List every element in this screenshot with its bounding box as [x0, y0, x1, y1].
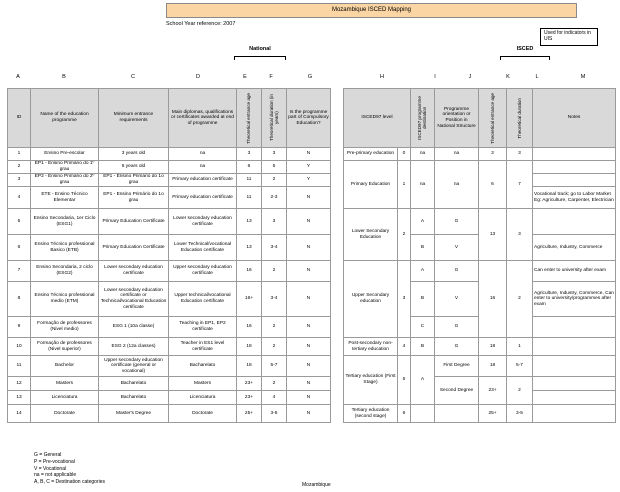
programme-name: Formação de professores (Nivel medio): [31, 317, 99, 338]
theoretical-age: 6: [237, 161, 262, 174]
legend-item: A, B, C = Destination categories: [34, 479, 106, 485]
compulsory-flag: N: [287, 377, 331, 391]
isced-destination: B: [411, 235, 435, 261]
entrance-requirement: 6 years old: [99, 161, 169, 174]
table-row: [8, 148, 331, 161]
theoretical-age: 18: [237, 338, 262, 356]
row-id: 1: [8, 148, 31, 161]
theoretical-age: 11: [237, 187, 262, 209]
isced-note: [533, 317, 616, 338]
header-compulsory: Is the programme part of Compulsory Education?: [287, 89, 331, 148]
isced-orientation: G: [435, 261, 479, 282]
header-programme-orientation: Programme orientation or Position in National Structure: [435, 89, 479, 148]
legend: [34, 452, 105, 486]
diploma: Lower Technical/vocational Education certificate: [169, 235, 237, 261]
isced-destination: B: [411, 338, 435, 356]
isced-level-4: 4: [398, 338, 411, 356]
row-id: 12: [8, 377, 31, 391]
isced-age: 25+: [479, 405, 507, 423]
isced-table: [343, 88, 616, 423]
isced-age: 6: [479, 161, 507, 209]
header-entrance-requirements: Minimum entrance requirements: [99, 89, 169, 148]
programme-name: Doctorate: [31, 405, 99, 423]
programme-name: Ensino Técnico professional Basico (ETB): [31, 235, 99, 261]
isced-orientation: na: [435, 148, 479, 161]
isced-destination: na: [411, 148, 435, 161]
table-row: [8, 161, 331, 174]
col-letter-l: L: [535, 74, 539, 80]
row-id: 14: [8, 405, 31, 423]
isced-note: [533, 148, 616, 161]
compulsory-flag: N: [287, 187, 331, 209]
legend-item: na = not applicable: [34, 472, 77, 479]
isced-duration: 2: [507, 377, 533, 405]
isced-tertiary-second: Tertiary education (second stage): [344, 405, 398, 423]
table-row: [8, 209, 331, 235]
theoretical-age: 11: [237, 174, 262, 187]
diploma: Upper secondary education certificate: [169, 261, 237, 282]
isced-note-agriculture: Agriculture, Industry, Commerce: [533, 235, 616, 261]
legend-item: P = Pre-vocational: [34, 458, 75, 465]
isced-brace: [500, 56, 550, 60]
isced-note: [533, 174, 616, 187]
header-theoretical-age: Theoretical entrance age: [246, 92, 252, 144]
diploma: Primary education certificate: [169, 174, 237, 187]
theoretical-duration: 4: [262, 391, 287, 405]
header-theoretical-duration-cell: [262, 89, 287, 148]
isced-note: [533, 377, 616, 391]
compulsory-flag: N: [287, 356, 331, 377]
isced-age: 18: [479, 338, 507, 356]
row-id: 5: [8, 209, 31, 235]
header-isced-age-cell: [479, 89, 507, 148]
theoretical-age: 23+: [237, 391, 262, 405]
legend-item: G = General: [34, 452, 62, 458]
table-row: [8, 174, 331, 187]
isced-duration: 3-5: [507, 405, 533, 423]
theoretical-duration: 3-4: [262, 282, 287, 317]
theoretical-duration: 2-3: [262, 187, 287, 209]
isced-lower-secondary: Lower Secondary Education: [344, 209, 398, 261]
header-programme-name: Name of the education programme: [31, 89, 99, 148]
table-row: [8, 282, 331, 317]
theoretical-age: 13: [237, 209, 262, 235]
isced-note: [533, 161, 616, 174]
theoretical-duration: 2: [262, 377, 287, 391]
col-letter-b: B: [62, 74, 66, 80]
theoretical-duration: 3-4: [262, 235, 287, 261]
isced-level-2: 2: [398, 209, 411, 261]
table-row: [8, 405, 331, 423]
page-title: Mozambique ISCED Mapping: [166, 3, 577, 18]
diploma: Doctorate: [169, 405, 237, 423]
diploma: Teaching in EP1, EP2 certificate: [169, 317, 237, 338]
col-letter-k: K: [506, 74, 510, 80]
national-group-label: National: [249, 46, 271, 52]
isced-orientation: G: [435, 338, 479, 356]
theoretical-age: 3: [237, 148, 262, 161]
entrance-requirement: EP1 - Ensino Primário do 1o grau: [99, 187, 169, 209]
diploma: Teacher in ES1 level certificate: [169, 338, 237, 356]
compulsory-flag: Y: [287, 174, 331, 187]
row-id: 3: [8, 174, 31, 187]
diploma: na: [169, 161, 237, 174]
isced-duration: 5-7: [507, 356, 533, 377]
header-isced-theoretical-duration: Theoretical duration: [516, 97, 522, 139]
programme-name: Formação de professores (Nivel superior): [31, 338, 99, 356]
isced-level-0: 0: [398, 148, 411, 161]
isced-destination: C: [411, 317, 435, 338]
isced-age: 13: [479, 209, 507, 261]
isced-age: 23+: [479, 377, 507, 405]
diploma: Primary education certificate: [169, 187, 237, 209]
row-id: 8: [8, 282, 31, 317]
isced-primary: Primary Education: [344, 161, 398, 209]
theoretical-age: 25+: [237, 405, 262, 423]
compulsory-flag: N: [287, 148, 331, 161]
programme-name: Ensino Secondaria, 2 ciclo (ESG2): [31, 261, 99, 282]
entrance-requirement: Bacharelato: [99, 391, 169, 405]
row-id: 7: [8, 261, 31, 282]
row-id: 2: [8, 161, 31, 174]
footer-country: Mozambique: [302, 482, 331, 488]
programme-name: EP1 - Ensino Primário do 1º grau: [31, 161, 99, 174]
isced-group-label: ISCED: [516, 46, 534, 52]
theoretical-age: 18: [237, 356, 262, 377]
isced-destination: A: [411, 261, 435, 282]
isced-upper-secondary: Upper Secondary education: [344, 261, 398, 338]
compulsory-flag: N: [287, 405, 331, 423]
table-row: [8, 261, 331, 282]
programme-name: ETE - Ensino Técnico Elementar: [31, 187, 99, 209]
isced-orientation: na: [435, 161, 479, 209]
isced-orientation: V: [435, 235, 479, 261]
isced-duration: 7: [507, 161, 533, 209]
theoretical-age: 16: [237, 261, 262, 282]
isced-destination: A: [411, 356, 435, 405]
theoretical-duration: 2: [262, 174, 287, 187]
isced-note-vocational-track: Vocational track; go to Labor Market Eg: Agriculture, Carpenter, Electrician: [533, 187, 616, 209]
entrance-requirement: Primary Education Certificate: [99, 209, 169, 235]
isced-note: [533, 338, 616, 356]
entrance-requirement: Primary Education Certificate: [99, 235, 169, 261]
isced-note: [533, 356, 616, 377]
theoretical-age: 16+: [237, 282, 262, 317]
programme-name: Ensino Secondaria, 1er Ciclo (ESG1): [31, 209, 99, 235]
theoretical-age: 13: [237, 235, 262, 261]
programme-name: EP2 - Ensino Primário do 2º grau: [31, 174, 99, 187]
table-row: [8, 338, 331, 356]
col-letter-f: F: [269, 74, 273, 80]
national-table: [7, 88, 331, 423]
isced-orientation: V: [435, 282, 479, 317]
compulsory-flag: N: [287, 391, 331, 405]
isced-tertiary-first: Tertiary education (First Stage): [344, 356, 398, 405]
theoretical-duration: 3-5: [262, 405, 287, 423]
compulsory-flag: N: [287, 261, 331, 282]
compulsory-flag: N: [287, 209, 331, 235]
national-brace: [234, 56, 286, 60]
isced-age: 16: [479, 261, 507, 338]
table-row: [8, 187, 331, 209]
isced-level-6: 6: [398, 405, 411, 423]
entrance-requirement: Lower secondary education certificate or Technical/vocational Education certificate: [99, 282, 169, 317]
theoretical-duration: 2: [262, 338, 287, 356]
col-letter-i: I: [434, 74, 436, 80]
theoretical-duration: 2: [262, 317, 287, 338]
header-isced-destination: ISCED97 programme destination: [417, 96, 428, 140]
programme-name: Licenciatura: [31, 391, 99, 405]
diploma: na: [169, 148, 237, 161]
isced-duration: 3: [507, 148, 533, 161]
entrance-requirement: ESG 2 (12a classes): [99, 338, 169, 356]
header-id: ID: [8, 89, 31, 148]
diploma: Lower secondary education certificate: [169, 209, 237, 235]
compulsory-flag: N: [287, 282, 331, 317]
compulsory-flag: N: [287, 338, 331, 356]
isced-level-5: 5: [398, 356, 411, 405]
row-id: 11: [8, 356, 31, 377]
diploma: Upper technical/vocational Education certificate: [169, 282, 237, 317]
isced-note: [533, 391, 616, 405]
isced-duration: 1: [507, 338, 533, 356]
entrance-requirement: ESG 1 (10a classe): [99, 317, 169, 338]
entrance-requirement: Master's Degree: [99, 405, 169, 423]
col-letter-h: H: [380, 74, 384, 80]
header-isced-level: ISCED97 level: [344, 89, 411, 148]
isced-orientation: First Degree: [435, 356, 479, 377]
col-letter-a: A: [16, 74, 20, 80]
col-letter-m: M: [580, 74, 586, 80]
isced-duration: 3: [507, 209, 533, 261]
isced-destination: B: [411, 282, 435, 317]
col-letter-d: D: [196, 74, 200, 80]
table-row: [8, 391, 331, 405]
theoretical-duration: 3: [262, 209, 287, 235]
isced-orientation: Second Degree: [435, 377, 479, 405]
isced-orientation: G: [435, 209, 479, 235]
isced-age: 3: [479, 148, 507, 161]
theoretical-duration: 2: [262, 261, 287, 282]
theoretical-duration: 3: [262, 148, 287, 161]
row-id: 6: [8, 235, 31, 261]
table-row: [8, 235, 331, 261]
programme-name: Bachelor: [31, 356, 99, 377]
isced-note-university-exam: Can enter to university after exam: [533, 261, 616, 282]
isced-level-3: 3: [398, 261, 411, 338]
compulsory-flag: N: [287, 317, 331, 338]
row-id: 10: [8, 338, 31, 356]
isced-destination: [411, 405, 435, 423]
theoretical-duration: 5-7: [262, 356, 287, 377]
isced-orientation: [435, 405, 479, 423]
isced-note-commerce-university: Agriculture, Industry, Commerce, Can enter to university/programmes after exam: [533, 282, 616, 317]
uis-callout: Used for indicators in UIS: [540, 28, 598, 46]
compulsory-flag: N: [287, 235, 331, 261]
isced-duration: 2: [507, 261, 533, 338]
header-theoretical-age-cell: [237, 89, 262, 148]
isced-pre-primary: Pre-primary education: [344, 148, 398, 161]
entrance-requirement: Bacharelato: [99, 377, 169, 391]
theoretical-duration: 5: [262, 161, 287, 174]
diploma: Bacharelato: [169, 356, 237, 377]
entrance-requirement: EP1 - Ensino Primário do 1o grau: [99, 174, 169, 187]
diploma: Licenciatura: [169, 391, 237, 405]
col-letter-g: G: [307, 74, 313, 80]
row-id: 13: [8, 391, 31, 405]
legend-item: V = Vocational: [34, 465, 67, 472]
header-isced-destination-cell: [411, 89, 435, 148]
header-diplomas: Main diplomas, qualifications or certificates awarded at end of programme: [169, 89, 237, 148]
isced-orientation: G: [435, 317, 479, 338]
entrance-requirement: Upper secondary education certificate (general or vocational): [99, 356, 169, 377]
compulsory-flag: Y: [287, 161, 331, 174]
table-row: [8, 317, 331, 338]
isced-post-secondary: Post-secondary non-tertiary education: [344, 338, 398, 356]
table-row: [8, 377, 331, 391]
programme-name: Ensino Técnico professional medio (ETM): [31, 282, 99, 317]
isced-level-1: 1: [398, 161, 411, 209]
isced-note: [533, 209, 616, 235]
row-id: 4: [8, 187, 31, 209]
table-row: [8, 356, 331, 377]
isced-destination: A: [411, 209, 435, 235]
isced-note: [533, 405, 616, 423]
theoretical-age: 16: [237, 317, 262, 338]
diploma: Masters: [169, 377, 237, 391]
programme-name: Masters: [31, 377, 99, 391]
isced-destination: na: [411, 161, 435, 209]
row-id: 9: [8, 317, 31, 338]
col-letter-j: J: [468, 74, 472, 80]
col-letter-c: C: [131, 74, 135, 80]
header-notes: Notes: [533, 89, 616, 148]
col-letter-e: E: [243, 74, 247, 80]
header-theoretical-duration: Theoretical duration (in years): [268, 94, 279, 142]
theoretical-age: 23+: [237, 377, 262, 391]
school-year-reference: School Year reference: 2007: [166, 21, 236, 27]
programme-name: Ensino Pre-escolar: [31, 148, 99, 161]
entrance-requirement: Lower secondary education certificate: [99, 261, 169, 282]
header-isced-duration-cell: [507, 89, 533, 148]
isced-age: 18: [479, 356, 507, 377]
entrance-requirement: 3 years old: [99, 148, 169, 161]
header-isced-theoretical-age: Theoretical entrance age: [489, 92, 495, 144]
